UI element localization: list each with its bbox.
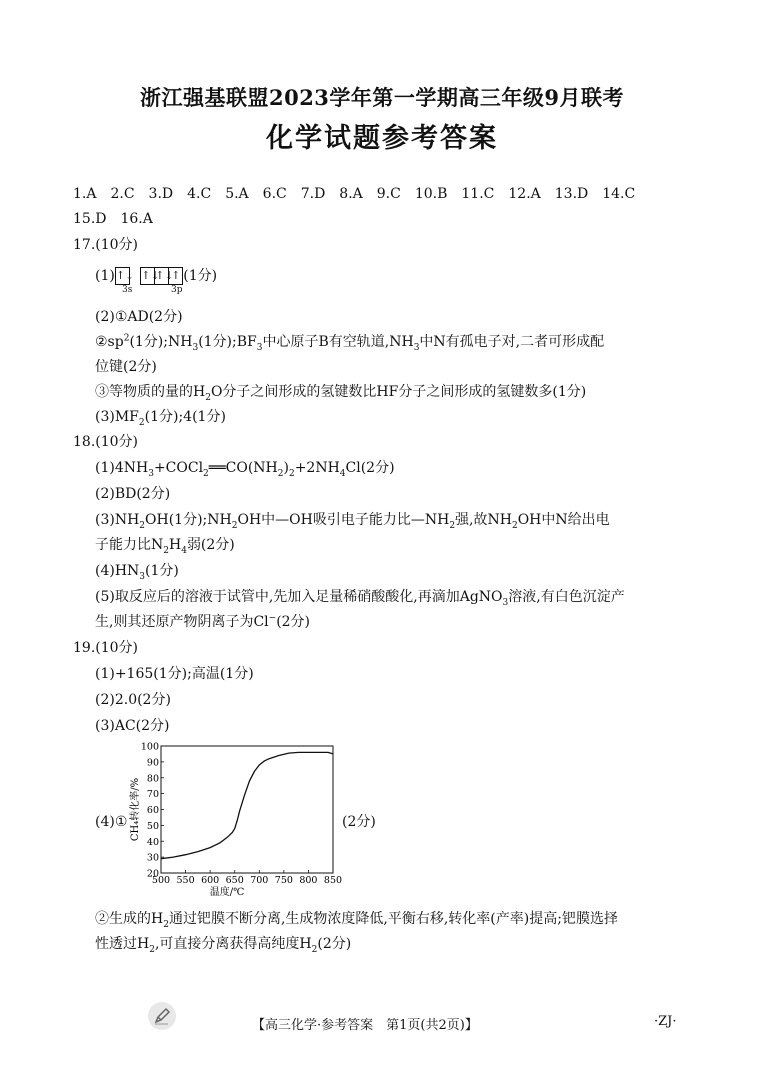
footer-page-info: 【高三化学·参考答案 第1页(共2页)】 (252, 1018, 478, 1033)
y-tick-label: 50 (146, 820, 159, 832)
q17-part3: $(3)MF_2(1$分);4(1分) (95, 409, 226, 428)
x-tick-label: 700 (250, 875, 269, 886)
q19-part4-2: ②生成的$H_2$通过钯膜不断分离,生成物浓度降低,平衡右移,转化率(产率)提高;钯膜选择 (95, 911, 618, 930)
footer-region-code: ·ZJ· (654, 1014, 677, 1029)
y-tick-label: 60 (146, 805, 159, 816)
page-subtitle: 化学试题参考答案 (266, 123, 498, 154)
orbital-label-3p: 3p (171, 285, 183, 295)
orbital-cell-3p-1: ↑↓ (141, 269, 160, 282)
x-tick-label: 750 (274, 875, 293, 886)
q17-part1: (1)↑↓ ↑↓↑↓↑ (1分) (95, 268, 218, 284)
q18-heading: 18.(10分) (73, 434, 139, 450)
orbital-cell-3p-2: ↑↓ (155, 269, 174, 282)
x-tick-label: 850 (323, 875, 343, 886)
q18-part2: (2)BD(2分) (95, 486, 171, 502)
x-tick-label: 600 (201, 875, 220, 886)
q17-part2-2: $②sp^2(1$分)$;NH_3(1$分)$;BF_3$中心原子B有空轨道$,NH_3$中N有孤电子对,二者可形成配 (95, 333, 605, 353)
ch4-conversion-chart (118, 738, 344, 898)
q18-part4: $(4)HN_3(1$分) (95, 563, 179, 582)
q18-part5-cont: 生,则其还原产物阴离子为Cl−(2分) (95, 613, 311, 630)
x-tick-label: 500 (151, 875, 171, 886)
x-axis-label: 温度/℃ (209, 887, 245, 898)
x-tick-label: 550 (176, 875, 195, 886)
q19-part4-2-cont: 性透过$H_2$,可直接分离获得高纯度$H_2(2$分) (95, 936, 352, 955)
q19-heading: 19.(10分) (73, 640, 139, 656)
q17-heading: 17.(10分) (73, 237, 139, 253)
y-tick-label: 40 (146, 836, 159, 848)
pencil-icon (148, 1002, 176, 1030)
orbital-cell-3s: ↑↓ (115, 269, 135, 282)
y-tick-label: 70 (146, 789, 159, 801)
choice-answers-row2: 15.D 16.A (73, 211, 153, 227)
q18-part3: $(3)NH_2OH(1$分)$;NH_2OH$中—OH吸引电子能力比$—NH_2$强,故$NH_2OH$中N给出电 (95, 512, 610, 531)
y-tick-label: 80 (146, 773, 159, 785)
q17-part2-2-cont: 位键(2分) (95, 359, 157, 375)
choice-answers-row1: 1.A 2.C 3.D 4.C 5.A 6.C 7.D 8.A 9.C 10.B 11.C 12.A 13.D 14.C (73, 186, 636, 202)
orbital-cell-3p-3: ↑ (168, 268, 182, 284)
orbital-box-3p (140, 267, 183, 285)
y-tick-label: 30 (146, 852, 159, 864)
series-line-ch4-conversion (161, 752, 333, 858)
q19-part4-score: (2分) (342, 814, 376, 830)
q17-part2-3: ③等物质的量的$H_2O$分子之间形成的氢键数比HF分子之间形成的氢键数多(1分) (95, 384, 587, 403)
q19-part1: (1)+165(1分);高温(1分) (95, 666, 254, 682)
x-tick-label: 800 (299, 875, 318, 886)
q18-part5: (5)取反应后的溶液于试管中,先加入足量稀硝酸酸化,再滴加AgNO$_3$溶液,有白色沉淀产 (95, 589, 625, 608)
y-tick-label: 90 (146, 757, 159, 769)
orbital-label-3s: 3s (122, 285, 133, 295)
q17-part2-1: (2)①AD(2分) (95, 309, 183, 325)
q18-part3-cont: 子能力比$N_2H_4$弱(2分) (95, 537, 235, 556)
q18-part1: $(1)4NH_3+COCl_2══CO(NH_2)_2+2NH_4Cl(2$分) (95, 460, 395, 479)
y-axis-label: CH₄转化率/% (130, 777, 141, 842)
page-title: 浙江强基联盟2023学年第一学期高三年级9月联考 (139, 85, 625, 110)
x-tick-label: 650 (225, 875, 244, 886)
q19-part4-prefix: (4)① (95, 814, 128, 830)
orbital-box-3s (115, 267, 135, 285)
y-tick-label: 100 (140, 741, 159, 753)
q19-part2: (2)2.0(2分) (95, 692, 171, 708)
y-tick-label: 20 (146, 868, 159, 880)
q19-part3: (3)AC(2分) (95, 718, 170, 734)
